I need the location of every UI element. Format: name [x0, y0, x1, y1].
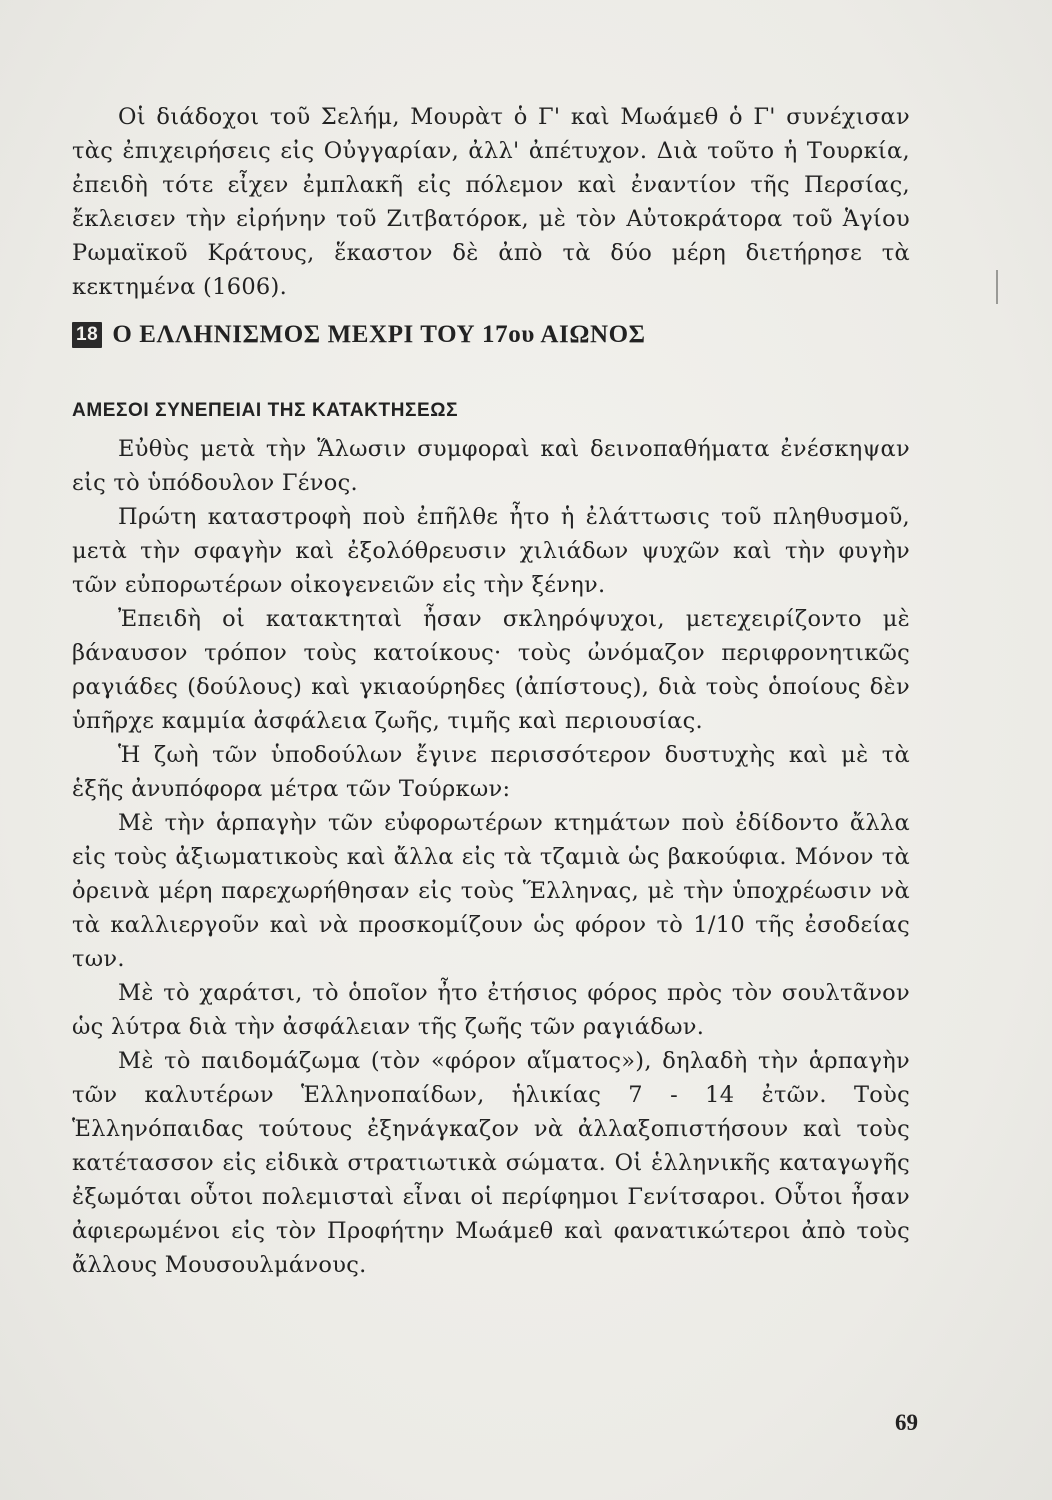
section-heading	[72, 314, 910, 356]
paragraph: Μὲ τὸ παιδομάζωμα (τὸν «φόρον αἵματος»), δηλαδὴ τὴν ἁρπαγὴν τῶν καλυτέρων Ἑλληνοπαίδων, ἡλικίας 7 - 14 ἐτῶν. Τοὺς Ἑλληνόπαιδας τούτους ἐξηνάγκαζον νὰ ἀλλαξοπιστήσουν καὶ τοὺς κατέτασσον εἰς εἰδικὰ στρατιωτικὰ σώματα. Οἱ ἑλληνικῆς καταγωγῆς ἐξωμόται οὗτοι πολεμισταὶ εἶναι οἱ περίφημοι Γενίτσαροι. Οὗτοι ἦσαν ἀφιερωμένοι εἰς τὸν Προφήτην Μωάμεθ καὶ φανατικώτεροι ἀπὸ τοὺς ἄλλους Μουσουλμάνους.	[72, 1048, 910, 1278]
paragraph: Εὐθὺς μετὰ τὴν Ἅλωσιν συμφοραὶ καὶ δεινοπαθήματα ἐνέσκηψαν εἰς τὸ ὑπόδουλον Γένος.	[72, 436, 910, 496]
paragraph: Ἡ ζωὴ τῶν ὑποδούλων ἔγινε περισσότερον δυστυχὴς καὶ μὲ τὰ ἑξῆς ἀνυπόφορα μέτρα τῶν Τούρκων:	[72, 742, 910, 802]
page-number: 69	[895, 1410, 918, 1435]
paragraph: Ἐπειδὴ οἱ κατακτηταὶ ἦσαν σκληρόψυχοι, μετεχειρίζοντο μὲ βάναυσον τρόπον τοὺς κατοίκους· τοὺς ὠνόμαζον περιφρονητικῶς ραγιάδες (δούλους) καὶ γκιαούρηδες (ἀπίστους), διὰ τοὺς ὁποίους δὲν ὑπῆρχε καμμία ἀσφάλεια ζωῆς, τιμῆς καὶ περιουσίας.	[72, 606, 910, 734]
paragraph: Μὲ τὴν ἁρπαγὴν τῶν εὐφορωτέρων κτημάτων ποὺ ἐδίδοντο ἄλλα εἰς τοὺς ἀξιωματικοὺς καὶ ἄλλα εἰς τὰ τζαμιὰ ὡς βακούφια. Μόνον τὰ ὀρεινὰ μέρη παρεχωρήθησαν εἰς τοὺς Ἕλληνας, μὲ τὴν ὑποχρέωσιν νὰ τὰ καλλιεργοῦν καὶ νὰ προσκομίζουν ὡς φόρον τὸ 1/10 τῆς ἐσοδείας των.	[72, 810, 910, 972]
paragraph: Μὲ τὸ χαράτσι, τὸ ὁποῖον ἦτο ἐτήσιος φόρος πρὸς τὸν σουλτᾶνον ὡς λύτρα διὰ τὴν ἀσφάλειαν τῆς ζωῆς τῶν ραγιάδων.	[72, 980, 910, 1040]
section-title: Ο ΕΛΛΗΝΙΣΜΟΣ ΜΕΧΡΙ ΤΟΥ 17ου ΑΙΩΝΟΣ	[112, 321, 646, 348]
page-content	[72, 100, 910, 1282]
section-number-badge: 18	[72, 322, 102, 348]
paragraph: Πρώτη καταστροφὴ ποὺ ἐπῆλθε ἦτο ἡ ἐλάττωσις τοῦ πληθυσμοῦ, μετὰ τὴν σφαγὴν καὶ ἐξολόθρευσιν χιλιάδων ψυχῶν καὶ τὴν φυγὴν τῶν εὐπορωτέρων οἰκογενειῶν εἰς τὴν ξένην.	[72, 504, 910, 598]
subheading: ΑΜΕΣΟΙ ΣΥΝΕΠΕΙΑΙ ΤΗΣ ΚΑΤΑΚΤΗΣΕΩΣ	[72, 400, 459, 421]
margin-pencil-mark	[996, 270, 998, 304]
intro-paragraph: Οἱ διάδοχοι τοῦ Σελήμ, Μουρὰτ ὁ Γ' καὶ Μωάμεθ ὁ Γ' συνέχισαν τὰς ἐπιχειρήσεις εἰς Οὐγγαρίαν, ἀλλ' ἀπέτυχον. Διὰ τοῦτο ἡ Τουρκία, ἐπειδὴ τότε εἶχεν ἐμπλακῆ εἰς πόλεμον καὶ ἐναντίον τῆς Περσίας, ἔκλεισεν τὴν εἰρήνην τοῦ Ζιτβατόροκ, μὲ τὸν Αὐτοκράτορα τοῦ Ἁγίου Ρωμαϊκοῦ Κράτους, ἕκαστον δὲ ἀπὸ τὰ δύο μέρη διετήρησε τὰ κεκτημένα (1606).	[72, 104, 910, 300]
